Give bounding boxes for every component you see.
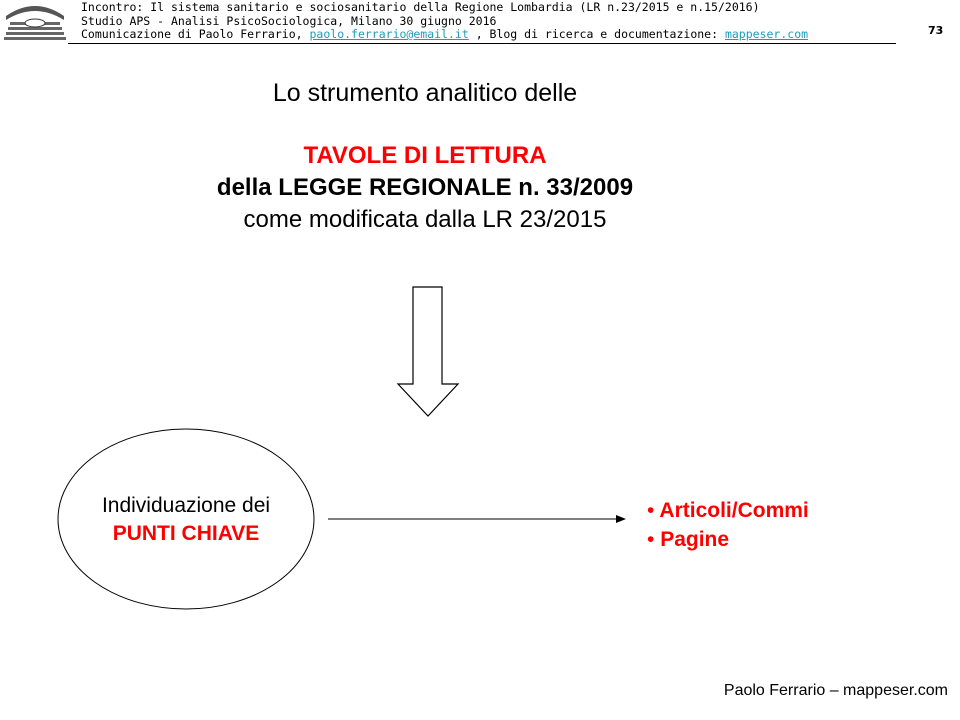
- page-number: 73: [928, 24, 944, 37]
- ellipse-line-2: PUNTI CHIAVE: [112, 522, 260, 545]
- bullet-label: Pagine: [660, 528, 730, 551]
- bullet-marker: •: [647, 499, 655, 522]
- title-line-4: come modificata dalla LR 23/2015: [243, 206, 607, 233]
- bullet-label: Articoli/Commi: [659, 499, 809, 522]
- bullet-item-articoli: [647, 496, 809, 525]
- title-line-1: Lo strumento analitico delle: [272, 79, 578, 107]
- ellipse-label: [57, 492, 315, 548]
- header-line-3-prefix: Comunicazione di Paolo Ferrario,: [81, 27, 303, 41]
- bullet-marker: •: [647, 528, 655, 551]
- slide-header: [0, 0, 960, 48]
- footer-credit: Paolo Ferrario – mappeser.com: [723, 682, 948, 699]
- header-divider: [68, 43, 896, 44]
- header-line-3: [81, 28, 808, 42]
- site-link[interactable]: mappeser.com: [724, 27, 809, 41]
- bullet-item-pagine: [647, 525, 809, 554]
- handshake-logo-icon: [4, 2, 66, 42]
- title-line-2: TAVOLE DI LETTURA: [303, 142, 547, 169]
- ellipse-line-1: Individuazione dei: [101, 494, 271, 517]
- down-arrow-icon: [396, 286, 460, 418]
- header-line-1: Incontro: Il sistema sanitario e sociosanitario della Regione Lombardia (LR n.23/2015 e n.15/2016): [81, 0, 760, 14]
- header-line-2: Studio APS - Analisi PsicoSociologica, Milano 30 giugno 2016: [81, 13, 497, 28]
- title-line-3: della LEGGE REGIONALE n. 33/2009: [216, 174, 634, 201]
- header-line-3-middle: , Blog di ricerca e documentazione:: [475, 27, 719, 41]
- bullet-list: [647, 496, 809, 554]
- right-arrow-icon: [328, 512, 628, 526]
- header-text: [81, 1, 808, 42]
- email-link[interactable]: paolo.ferrario@email.it: [309, 27, 469, 41]
